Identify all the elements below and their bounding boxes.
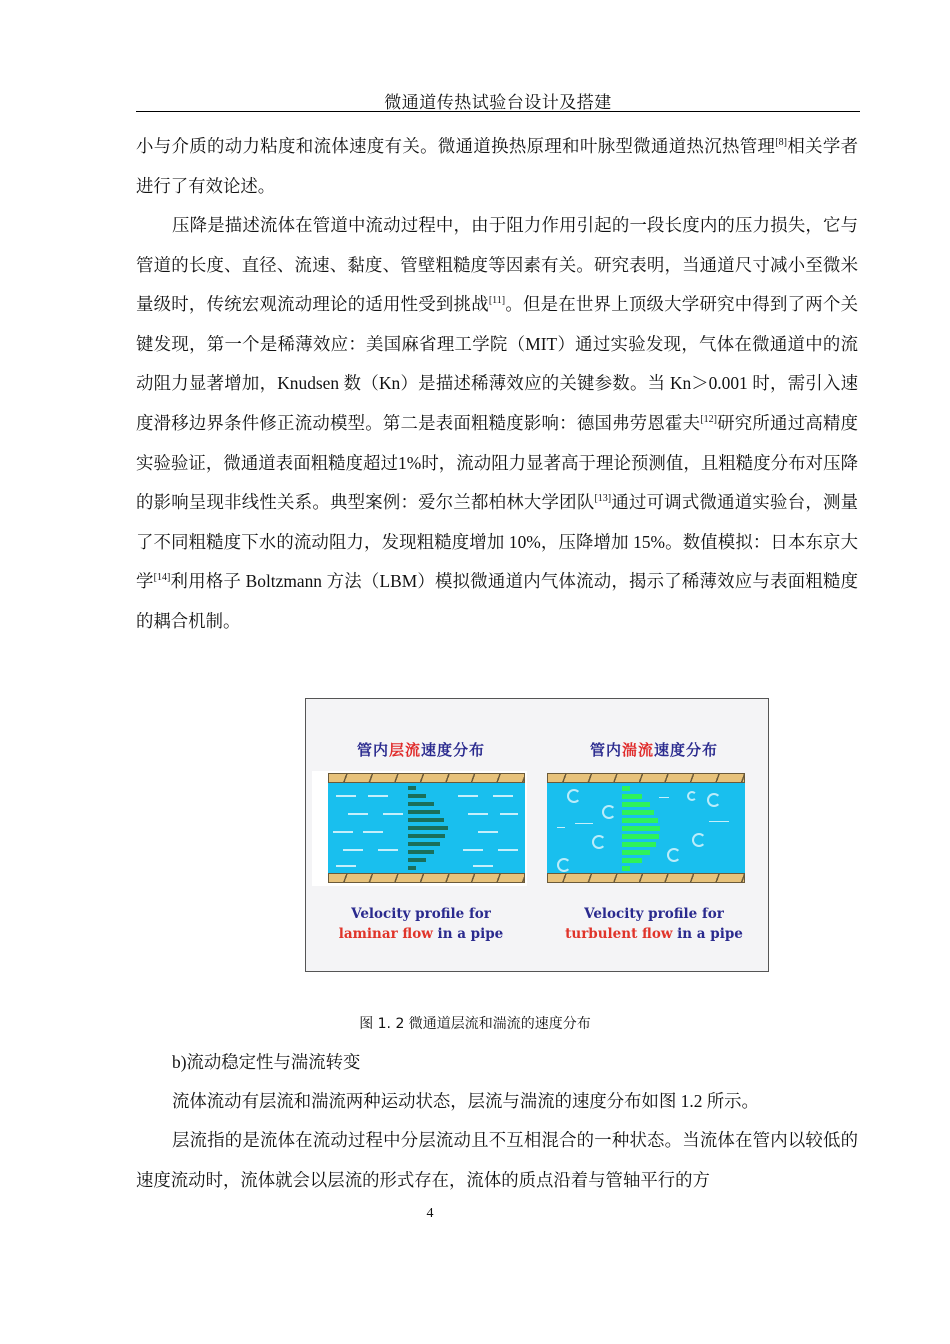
streamline	[333, 831, 353, 833]
streamline	[468, 813, 488, 815]
streamline	[463, 849, 483, 851]
turbulent-panel-title	[539, 739, 769, 760]
velocity-arrow	[622, 794, 642, 799]
eddy-icon	[592, 835, 606, 849]
citation-12: [12]	[700, 414, 717, 426]
caption-highlight: laminar flow	[338, 926, 433, 942]
streamline	[458, 795, 478, 797]
fluid-region	[328, 783, 525, 873]
streamline	[336, 865, 356, 867]
figure-caption: 图 1. 2 微通道层流和湍流的速度分布	[359, 1016, 591, 1032]
caption-text: in a pipe	[672, 926, 743, 942]
running-header: 微通道传热试验台设计及搭建	[384, 93, 612, 112]
velocity-arrow	[622, 786, 630, 791]
title-text: 管内	[356, 741, 389, 759]
paragraph-flow-states: 流体流动有层流和湍流两种运动状态，层流与湍流的速度分布如图 1.2 所示。	[172, 1091, 759, 1111]
p1-text: 小与介质的动力粘度和流体速度有关。微通道换热原理和叶脉型微通道热沉热管理	[136, 136, 776, 156]
turbulent-pipe-diagram	[547, 773, 745, 883]
paragraph-1	[136, 127, 858, 206]
fluid-region	[547, 783, 745, 873]
velocity-arrow	[622, 858, 642, 863]
caption-line-2	[539, 924, 769, 944]
paragraph-laminar-definition: 层流指的是流体在流动过程中分层流动且不互相混合的一种状态。当流体在管内以较低的速度流动时，流体就会以层流的形式存在，流体的质点沿着与管轴平行的方	[136, 1130, 858, 1190]
velocity-arrow	[622, 818, 658, 823]
eddy-icon	[602, 805, 616, 819]
eddy-icon	[567, 789, 581, 803]
citation-14: [14]	[153, 572, 171, 584]
velocity-arrow	[622, 810, 654, 815]
velocity-arrow	[408, 866, 416, 870]
turbulent-panel	[539, 699, 769, 971]
p2-text: 研究所通过高精度实验验证，微通道表面粗糙度超过1%时，流动阻力显著高于理论预测值，且粗糙度分布对压降的影响呈现非线性关系。典型案例：爱尔兰都柏林大学团队	[136, 412, 858, 513]
citation-8: [8]	[775, 137, 787, 149]
p2-text: 。但是在世界上顶级大学研究中得到了两个关键发现，第一个是稀薄效应：美国麻省理工学院（MIT）通过实验发现，气体在微通道中的流动阻力显著增加，Knudsen 数（Kn）是描述稀薄效应的关键参数。当 Kn＞0.001 时，需引入速度滑移边界条件修正流动模型。第二是表面粗糙度影响：德国弗劳恩霍夫	[136, 294, 858, 433]
title-text: 管内	[589, 741, 622, 759]
ripple	[659, 797, 669, 798]
title-highlight: 湍流	[621, 741, 654, 759]
streamline	[336, 795, 356, 797]
velocity-arrow	[622, 826, 660, 831]
eddy-icon	[692, 833, 706, 847]
streamline	[498, 849, 518, 851]
velocity-arrow	[622, 842, 656, 847]
streamline	[478, 831, 498, 833]
laminar-panel-caption	[306, 904, 536, 944]
velocity-arrow	[622, 802, 650, 807]
velocity-arrow	[408, 786, 416, 790]
caption-line-1: Velocity profile for	[584, 906, 724, 922]
caption-line-2	[306, 924, 536, 944]
ripple	[557, 827, 565, 828]
p1-text-end: 相关学者进行了有效论述。	[136, 136, 858, 196]
streamline	[500, 813, 518, 815]
laminar-panel	[306, 699, 536, 971]
velocity-arrow	[408, 802, 434, 806]
velocity-arrow	[408, 842, 440, 846]
streamline	[378, 849, 398, 851]
title-text: 速度分布	[654, 741, 719, 759]
title-highlight: 层流	[388, 741, 421, 759]
velocity-arrow	[622, 866, 630, 871]
section-heading-b: b)流动稳定性与湍流转变	[172, 1052, 361, 1072]
streamline	[363, 831, 383, 833]
eddy-icon	[667, 848, 681, 862]
caption-line-1: Velocity profile for	[351, 906, 491, 922]
eddy-icon	[687, 791, 697, 801]
velocity-arrow	[622, 850, 650, 855]
p2-text: 通过可调式微通道实验台，测量了不同粗糙度下水的流动阻力，发现粗糙度增加 10%，压降增加 15%。数值模拟：日本东京大学	[136, 492, 858, 592]
streamline	[383, 813, 403, 815]
velocity-arrow	[408, 794, 426, 798]
title-text: 速度分布	[421, 741, 486, 759]
citation-13: [13]	[594, 493, 612, 505]
velocity-arrow	[408, 826, 448, 830]
pipe-wall-bottom	[328, 873, 525, 883]
pipe-wall-top	[547, 773, 745, 783]
eddy-icon	[557, 858, 571, 872]
velocity-arrow	[408, 858, 426, 862]
pipe-wall-bottom	[547, 873, 745, 883]
caption-highlight: turbulent flow	[565, 926, 673, 942]
ripple	[575, 823, 593, 824]
velocity-arrow	[408, 850, 434, 854]
velocity-arrow	[408, 834, 445, 838]
laminar-pipe-diagram	[328, 773, 525, 883]
header-rule	[136, 111, 860, 112]
page-number: 4	[426, 1206, 434, 1221]
paragraph-pressure-drop	[136, 206, 858, 642]
streamline	[473, 865, 493, 867]
velocity-arrow	[622, 834, 659, 839]
figure-velocity-profiles	[305, 698, 769, 972]
caption-text: in a pipe	[432, 926, 504, 942]
eddy-icon	[707, 793, 721, 807]
p2-text: 利用格子 Boltzmann 方法（LBM）模拟微通道内气体流动，揭示了稀薄效应与表面粗糙度的耦合机制。	[136, 571, 858, 631]
streamline	[493, 795, 513, 797]
citation-11: [11]	[488, 295, 506, 307]
streamline	[348, 813, 368, 815]
pipe-wall-top	[328, 773, 525, 783]
p2-text: 压降是描述流体在管道中流动过程中，由于阻力作用引起的一段长度内的压力损失，它与管道的长度、直径、流速、黏度、管壁粗糙度等因素有关。研究表明，当通道尺寸减小至微米量级时，传统宏观流动理论的适用性受到挑战	[136, 215, 858, 315]
streamline	[368, 795, 388, 797]
velocity-arrow	[408, 818, 444, 822]
ripple	[709, 821, 729, 822]
streamline	[343, 849, 363, 851]
velocity-arrow	[408, 810, 440, 814]
turbulent-panel-caption	[539, 904, 769, 944]
laminar-panel-title	[306, 739, 536, 760]
